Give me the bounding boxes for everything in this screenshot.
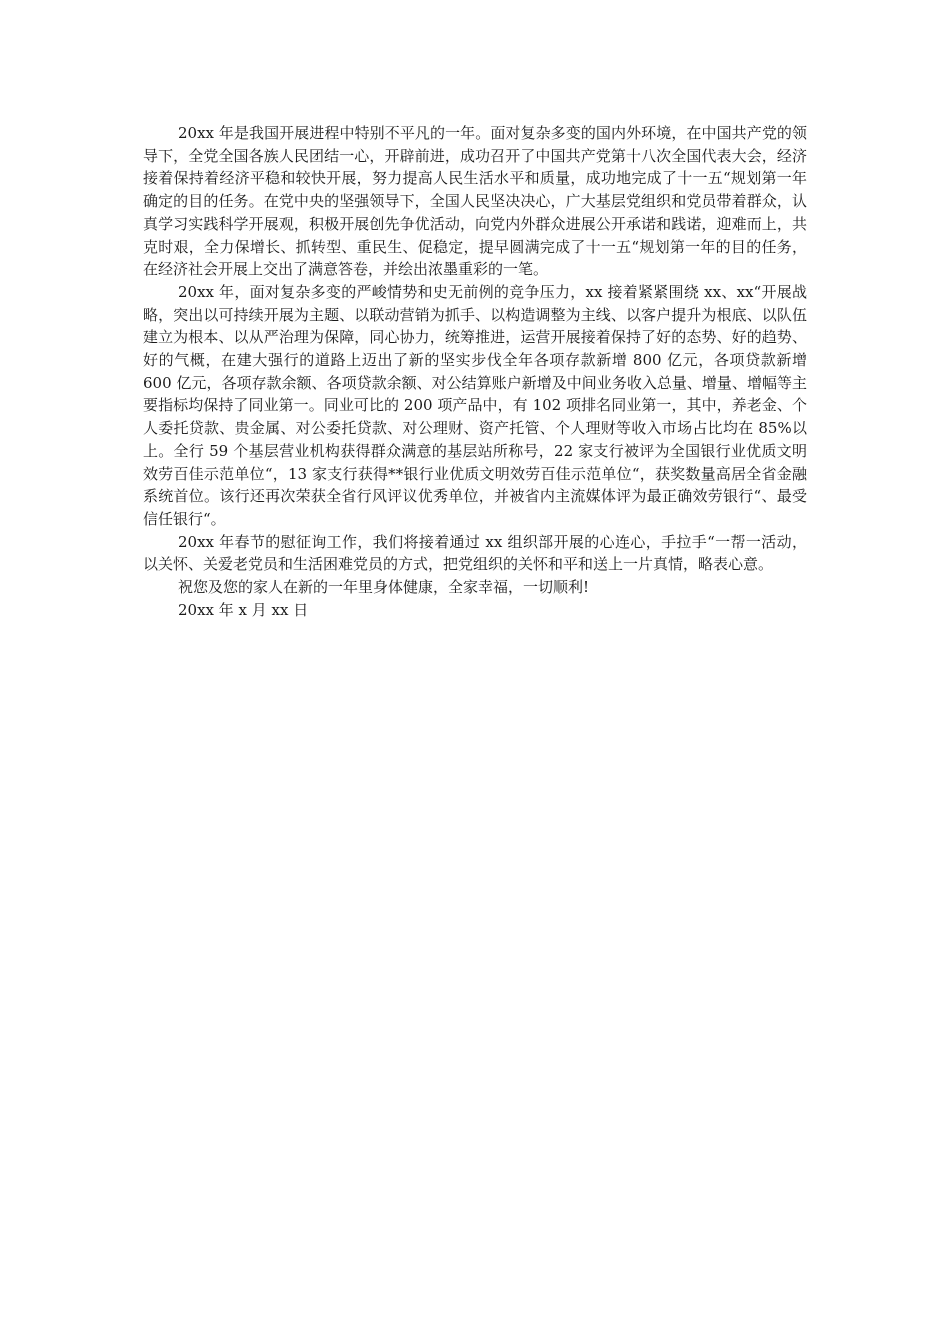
paragraph-achievements: 20xx 年，面对复杂多变的严峻情势和史无前例的竞争压力，xx 接着紧紧围绕 xx、xx“开展战略，突出以可持续开展为主题、以联动营销为抓手、以构造调整为主线、以客户提升为根底、以队伍建立为根本、以从严治理为保障，同心协力，统筹推进，运营开展接着保持了好的态势、好的趋势、好的气概，在建大强行的道路上迈出了新的坚实步伐全年各项存款新增 800 亿元，各项贷款新增 600 亿元，各项存款余额、各项贷款余额、对公结算账户新增及中间业务收入总量、增量、增幅等主要指标均保持了同业第一。同业可比的 200 项产品中，有 102 项排名同业第一，其中，养老金、个人委托贷款、贵金属、对公委托贷款、对公理财、资产托管、个人理财等收入市场占比均在 85%以上。全行 59 个基层营业机构获得群众满意的基层站所称号，22 家支行被评为全国银行业优质文明效劳百佳示范单位“，13 家支行获得**银行业优质文明效劳百佳示范单位“，获奖数量高居全省金融系统首位。该行还再次荣获全省行风评议优秀单位，并被省内主流媒体评为最正确效劳银行“、最受信任银行“。 [143,282,807,528]
document-body [143,122,807,621]
paragraph-spring-festival: 20xx 年春节的慰征询工作，我们将接着通过 xx 组织部开展的心连心，手拉手“一帮一活动，以关怀、关爱老党员和生活困难党员的方式，把党组织的关怀和平和送上一片真情，略表心意。 [143,532,807,574]
date-line: 20xx 年 x 月 xx 日 [178,600,309,619]
paragraph-wishes: 祝您及您的家人在新的一年里身体健康，全家幸福，一切顺利! [178,578,590,597]
paragraph-intro: 20xx 年是我国开展进程中特别不平凡的一年。面对复杂多变的国内外环境，在中国共产党的领导下，全党全国各族人民团结一心，开辟前进，成功召开了中国共产党第十八次全国代表大会，经济接着保持着经济平稳和较快开展，努力提高人民生活水平和质量，成功地完成了十一五“规划第一年确定的目的任务。在党中央的坚强领导下，全国人民坚决决心，广大基层党组织和党员带着群众，认真学习实践科学开展观，积极开展创先争优活动，向党内外群众进展公开承诺和践诺，迎难而上，共克时艰，全力保增长、抓转型、重民生、促稳定，提早圆满完成了十一五“规划第一年的目的任务，在经济社会开展上交出了满意答卷，并绘出浓墨重彩的一笔。 [143,124,807,279]
